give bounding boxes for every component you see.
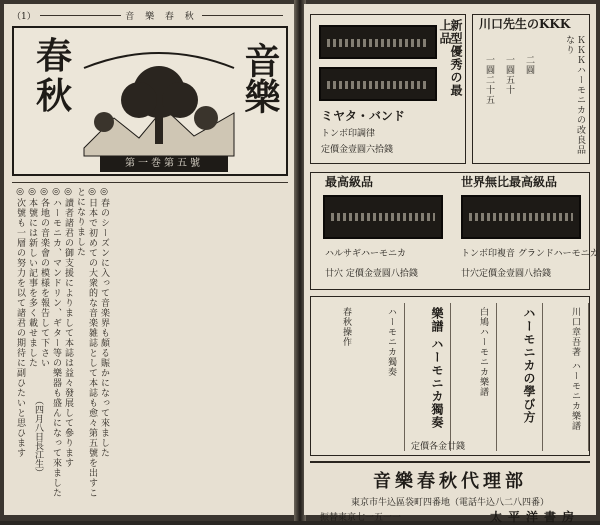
product-price: 廿穴定價金壹圓八拾錢 — [461, 269, 552, 279]
advert-body: ＫＫＫハーモニカの改良品なり — [564, 35, 585, 155]
product-note: トンボ印調律 — [321, 129, 376, 139]
catalog-column — [497, 303, 543, 451]
footer-title: 音樂春秋代理部 — [373, 471, 527, 492]
article-paragraph: ◎各地の音楽會の模様を報告して下さい — [39, 187, 49, 368]
publisher-footer — [310, 461, 590, 524]
catalog-price-note: 定價各金廿錢 — [411, 442, 466, 452]
footer-phone: 振替東京七一五一一 — [320, 513, 402, 523]
tree-illustration — [84, 48, 234, 156]
catalog-item: 川口章吾著 ハーモニカ樂譜 — [570, 307, 580, 431]
advert-headline: 新型優秀の最上品 — [438, 19, 463, 97]
issue-number-banner: 第一巻第五號 — [100, 156, 228, 172]
harmonica-image — [323, 195, 443, 239]
product-price: 廿穴 定價金壹圓八拾錢 — [325, 269, 418, 279]
harmonica-image — [319, 25, 437, 59]
footer-publisher: 太平洋書房 — [489, 510, 580, 524]
catalog-column — [311, 303, 359, 451]
masthead — [12, 26, 288, 176]
harmonica-image — [319, 67, 437, 101]
advert-top-quality — [310, 172, 599, 290]
header-rule — [40, 15, 121, 16]
advert-miyata-band — [310, 14, 466, 164]
catalog-column — [359, 303, 405, 451]
product-price: 定價金壹圓六拾錢 — [321, 145, 394, 155]
product-name: ミヤタ・バンド — [321, 109, 405, 123]
advert-kkk — [472, 14, 590, 164]
article-paragraph: ◎春のシーズンに入って音楽界も頗る賑かになって來ました — [99, 187, 109, 458]
page-number: （1） — [12, 11, 36, 22]
article-paragraph: ◎本號には新しい記事を多く載せました — [27, 187, 37, 368]
article-signature: （四月八日長江生） — [33, 396, 43, 477]
masthead-title-left: 春秋 — [35, 35, 72, 117]
advert-headline: 世界無比最高級品 — [461, 175, 558, 189]
catalog-item: 春秋操作 — [341, 307, 351, 347]
footer-address: 東京市牛込區袋町四番地（電話牛込八二八四番） — [350, 498, 549, 508]
advert-headline: 最高級品 — [325, 175, 374, 189]
article-paragraph: ◎次號も一層の努力を以て諸君の期待に副ひたいと思ひます — [15, 187, 25, 458]
article-paragraph: ◎ハーモニカ、マンドリン、ギター等の樂器も盛んになって來ました — [51, 187, 61, 498]
masthead-title-right: 音樂 — [239, 42, 281, 114]
catalog-column — [451, 303, 497, 451]
price-item: 一圓五十 — [504, 55, 514, 95]
article-body — [12, 182, 288, 508]
running-title: 音 樂 春 秋 — [125, 11, 198, 22]
price-item: 一圓二十五 — [484, 55, 494, 105]
left-page — [4, 4, 296, 515]
advert-sheet-music — [310, 296, 590, 456]
catalog-item: ハーモニカの學び方 — [522, 307, 536, 424]
price-item: 二圓 — [524, 55, 534, 75]
harmonica-image — [461, 195, 581, 239]
catalog-column — [543, 303, 589, 451]
article-paragraph: ◎日本で初めての大衆的な音楽雑誌として本誌も愈々第五號を出すことになりました — [75, 187, 97, 498]
advert-headline: 川口先生のKKK — [479, 17, 571, 31]
catalog-item: ハーモニカ獨奏 — [386, 307, 396, 377]
page-header — [12, 8, 287, 22]
catalog-column — [405, 303, 451, 451]
product-name: ハルサギハーモニカ — [325, 249, 407, 259]
catalog-item: 白鳩ハーモニカ樂譜 — [478, 307, 488, 397]
article-paragraph: ◎讀者諸君の御支援によりまして本誌は益々發展して參ります — [63, 187, 73, 468]
header-rule — [202, 15, 283, 16]
catalog-item: 樂譜 ハーモニカ獨奏 — [430, 307, 444, 430]
product-name: トンボ印複音 グランドハーモニカ — [461, 249, 599, 259]
right-page — [304, 4, 599, 524]
